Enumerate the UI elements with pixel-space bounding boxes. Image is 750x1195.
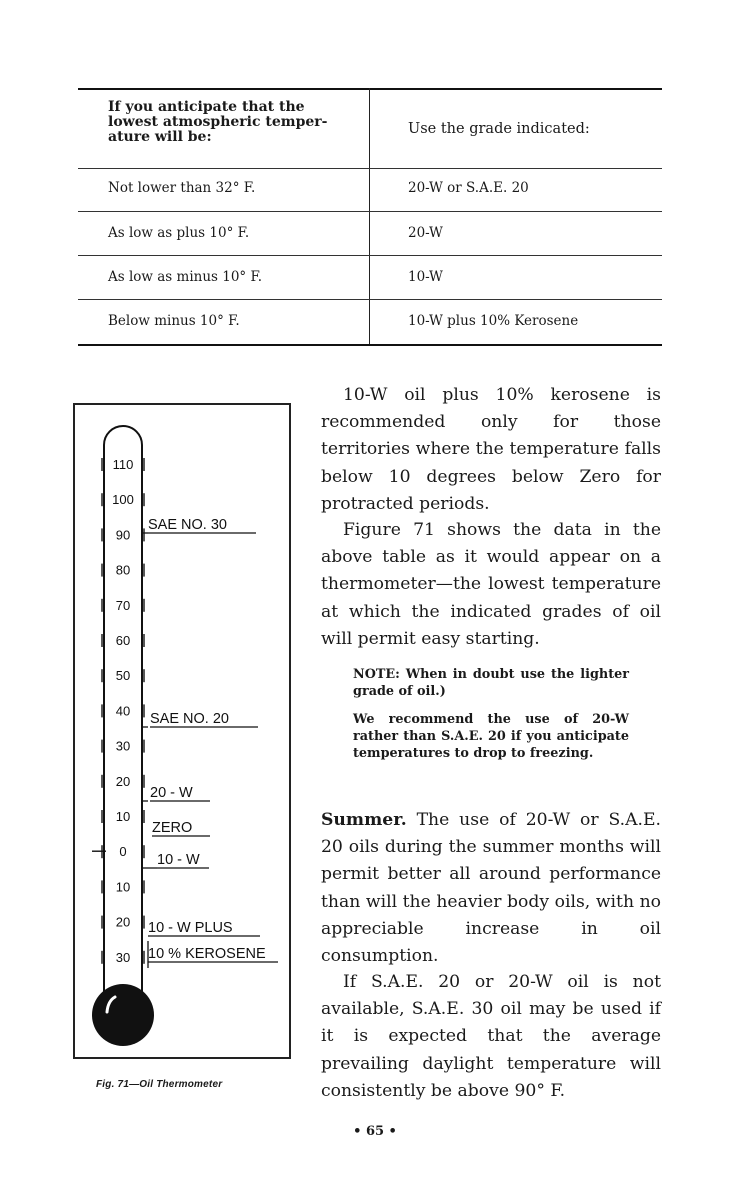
paragraph-text: 10-W oil plus 10% kerosene is recommended only for those territories where the temperature falls below 10 degrees below Zero for protracted periods. — [321, 385, 661, 514]
paragraph-summer — [321, 807, 661, 970]
scale-label: 0 — [119, 844, 127, 860]
scale-label: 100 — [112, 492, 134, 508]
scale-label: 10 — [115, 809, 131, 824]
scale-label: 10 — [115, 879, 131, 895]
table-bottom-rule — [78, 344, 662, 346]
thermometer-illustration — [75, 405, 291, 1059]
paragraph-text: If S.A.E. 20 or 20-W oil is not available, S.A.E. 30 oil may be used if it is expected that the average prevailing daylight temperature will consistently be above 90° F. — [321, 972, 661, 1101]
row-temperature: Below minus 10° F. — [108, 313, 240, 329]
oil-thermometer-figure — [73, 403, 291, 1059]
table-row — [78, 299, 662, 344]
scale-label: 90 — [115, 527, 131, 543]
paragraph-kerosene — [321, 382, 661, 518]
grade-label-zero: ZERO — [152, 820, 193, 836]
scale-label: 60 — [115, 633, 131, 648]
thermometer-bulb — [92, 984, 154, 1046]
paragraph-figure-explanation — [321, 517, 661, 653]
table-row — [78, 168, 662, 211]
scale-label: 80 — [115, 562, 131, 578]
header-grade: Use the grade indicated: — [408, 121, 590, 137]
row-temperature: As low as minus 10° F. — [108, 269, 263, 285]
scale-label: 70 — [115, 597, 131, 613]
grade-markers — [142, 517, 278, 968]
table-header-row — [78, 88, 662, 168]
scale-label: 40 — [115, 703, 131, 719]
table-row — [78, 211, 662, 255]
summer-text: The use of 20-W or S.A.E. 20 oils during the summer months will permit better all around performance than will the heavier body oils, with no appreciable increase in oil consumption. — [321, 810, 661, 967]
scale-label: 30 — [115, 738, 131, 754]
note-recommend: We recommend the use of 20-W rather than S.A.E. 20 if you anticipate temperatures to drop to freezing. — [353, 712, 629, 761]
scale-label: 20 — [115, 773, 131, 789]
grade-label-w10: 10 - W — [157, 852, 200, 868]
scale-label: 110 — [112, 457, 134, 472]
scale-label: 50 — [115, 668, 131, 684]
page-number: • 65 • — [353, 1124, 397, 1139]
grade-label-sae30: SAE NO. 30 — [148, 517, 227, 533]
figure-caption: Fig. 71—Oil Thermometer — [96, 1079, 223, 1090]
note-doubt: NOTE: When in doubt use the lighter grade of oil.) — [353, 667, 629, 699]
row-grade: 20-W — [408, 225, 443, 241]
row-grade: 10-W plus 10% Kerosene — [408, 313, 579, 329]
row-grade: 10-W — [408, 269, 443, 285]
scale-label: 20 — [115, 914, 131, 930]
summer-heading: Summer. — [321, 810, 407, 830]
scale-label: 30 — [115, 949, 131, 965]
row-grade: 20-W or S.A.E. 20 — [408, 180, 529, 196]
row-temperature: As low as plus 10° F. — [108, 225, 250, 241]
row-temperature: Not lower than 32° F. — [108, 180, 256, 196]
table-row — [78, 255, 662, 299]
grade-label-w20: 20 - W — [150, 785, 193, 801]
grade-label-sae20: SAE NO. 20 — [150, 711, 229, 727]
paragraph-sae30 — [321, 969, 661, 1105]
grade-label-w10plus_1: 10 - W PLUS — [148, 920, 233, 936]
thermometer-scale — [92, 457, 144, 965]
paragraph-text: Figure 71 shows the data in the above table as it would appear on a thermometer—the lowest temperature at which the indicated grades of oil will permit easy starting. — [321, 520, 661, 649]
header-temperature: If you anticipate that the lowest atmospheric temper-ature will be: — [108, 99, 328, 145]
grade-label-w10plus_2: 10 % KEROSENE — [148, 946, 266, 962]
